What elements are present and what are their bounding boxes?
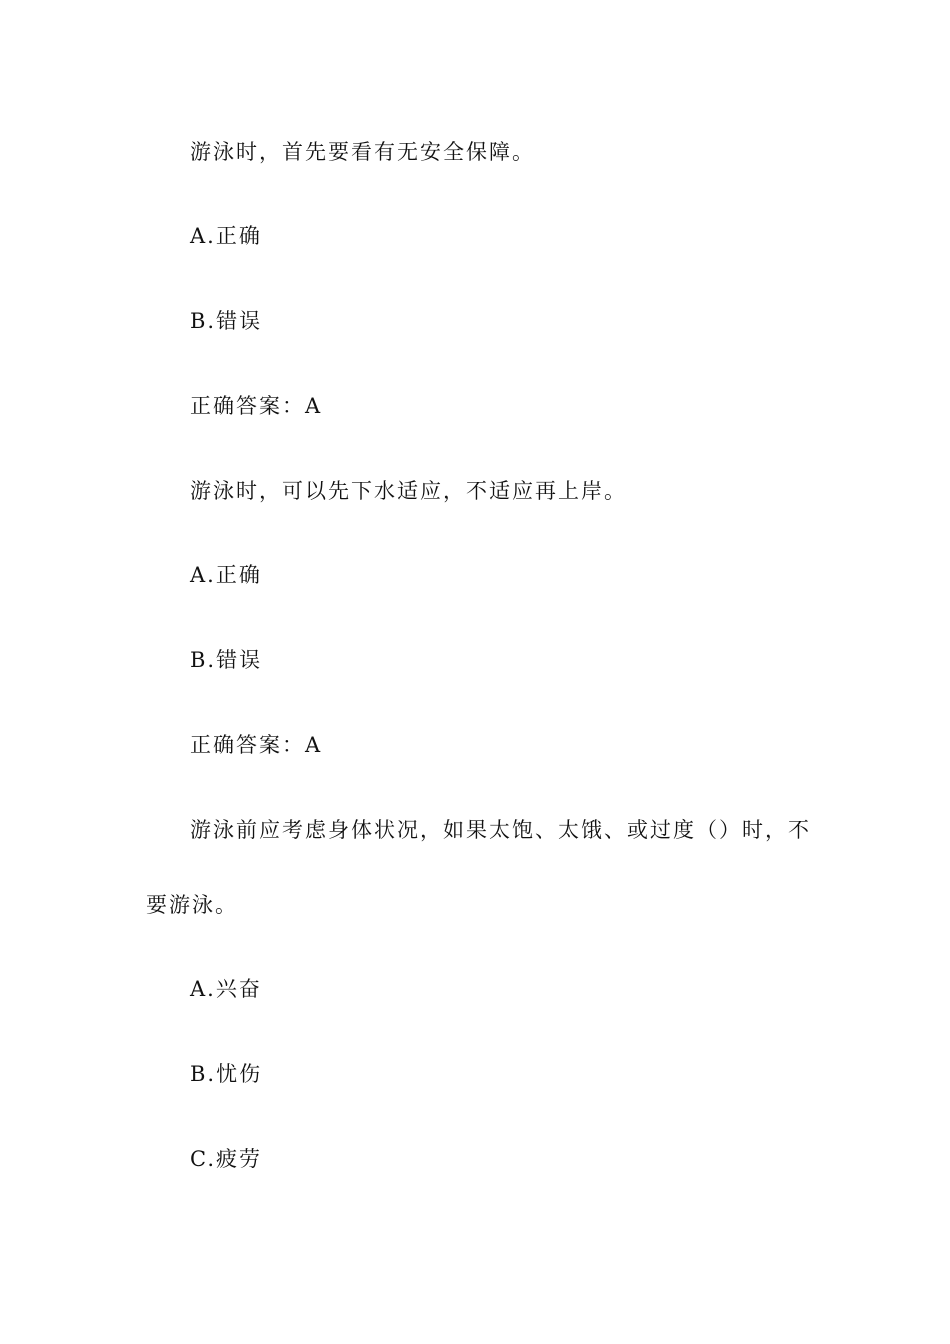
question-2-stem: 游泳时，可以先下水适应，不适应再上岸。 [190, 479, 627, 503]
question-3-option-a: A.兴奋 [190, 977, 262, 1001]
question-3-stem-line-2: 要游泳。 [146, 893, 238, 917]
question-2-answer: 正确答案：A [190, 733, 323, 757]
question-1-stem: 游泳时，首先要看有无安全保障。 [190, 140, 535, 164]
question-3-stem-line-1: 游泳前应考虑身体状况，如果太饱、太饿、或过度（）时，不 [190, 818, 811, 842]
question-3-option-b: B.忧伤 [190, 1062, 263, 1086]
question-2-option-b: B.错误 [190, 648, 263, 672]
question-2-option-a: A.正确 [190, 563, 262, 587]
question-3-option-c: C.疲劳 [190, 1147, 262, 1171]
question-1-option-b: B.错误 [190, 309, 263, 333]
question-1-option-a: A.正确 [190, 224, 262, 248]
question-1-answer: 正确答案：A [190, 394, 323, 418]
